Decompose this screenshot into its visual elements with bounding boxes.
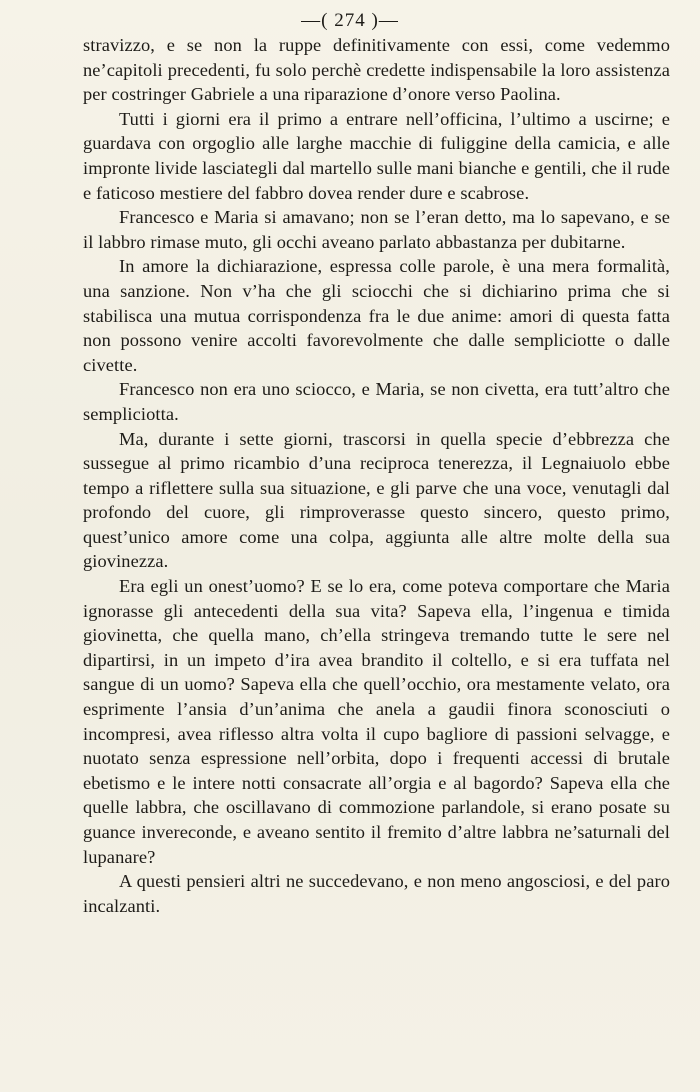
page-number: —( 274 )— [301, 10, 399, 31]
body-text [83, 33, 670, 918]
paragraph-5: Francesco non era uno sciocco, e Maria, se non civetta, era tutt’altro che sempliciotta. [83, 379, 670, 424]
paragraph-1: stravizzo, e se non la ruppe definitivamente con essi, come vedemmo ne’capitoli precedenti, fu solo perchè credette indispensabile la loro assistenza per costringer Gabriele a una riparazione d’onore verso Paolina. [83, 35, 670, 105]
paragraph-6: Ma, durante i sette giorni, trascorsi in quella specie d’ebbrezza che sussegue al primo ricambio d’una reciproca tenerezza, il Legnaiuolo ebbe tempo a riflettere sulla sua situazione, e gli parve che una voce, venutagli dal profondo del cuore, gli rimproverasse questo sincero, questo primo, quest’unico amore come una colpa, aggiunta alle altre molte della sua giovinezza. [83, 428, 670, 572]
paragraph-4: In amore la dichiarazione, espressa colle parole, è una mera formalità, una sanzione. Non v’ha che gli sciocchi che si dichiarino prima che si stabilisca una mutua corrispondenza fra le due anime: amori di questa fatta non possono venire accolti favorevolmente che dalle sempliciotte o dalle civette. [83, 256, 670, 375]
paragraph-8: A questi pensieri altri ne succedevano, e non meno angosciosi, e del paro incalzanti. [83, 871, 670, 916]
paragraph-7: Era egli un onest’uomo? E se lo era, come poteva comportare che Maria ignorasse gli antecedenti della sua vita? Sapeva ella, l’ingenua e timida giovinetta, che quella mano, ch’ella stringeva tremando tutte le sere nel dipartirsi, in un impeto d’ira avea brandito il coltello, e si era tuffata nel sangue di un uomo? Sapeva ella che quell’occhio, ora mestamente velato, ora esprimente l’ansia d’un’anima che anela a gaudii finora sconosciuti o incompresi, avea riflesso altra volta il cupo bagliore di passioni selvagge, e nuotato senza espressione nell’orbita, dopo i frequenti accessi di brutale ebetismo e le intere notti consacrate all’orgia e al bagordo? Sapeva ella che quelle labbra, che oscillavano di commozione parlandole, si erano posate su guance invereconde, e aveano sentito il fremito d’altre labbra ne’saturnali del lupanare? [83, 576, 670, 867]
paragraph-3: Francesco e Maria si amavano; non se l’eran detto, ma lo sapevano, e se il labbro rimase muto, gli occhi aveano parlato abbastanza per dubitarne. [83, 207, 670, 252]
paragraph-2: Tutti i giorni era il primo a entrare nell’officina, l’ultimo a uscirne; e guardava con orgoglio alle larghe macchie di fuliggine della camicia, e alle impronte livide lasciategli dal martello sulle mani bianche e gentili, che il rude e faticoso mestiere del fabbro dovea render dure e scabrose. [83, 108, 670, 203]
